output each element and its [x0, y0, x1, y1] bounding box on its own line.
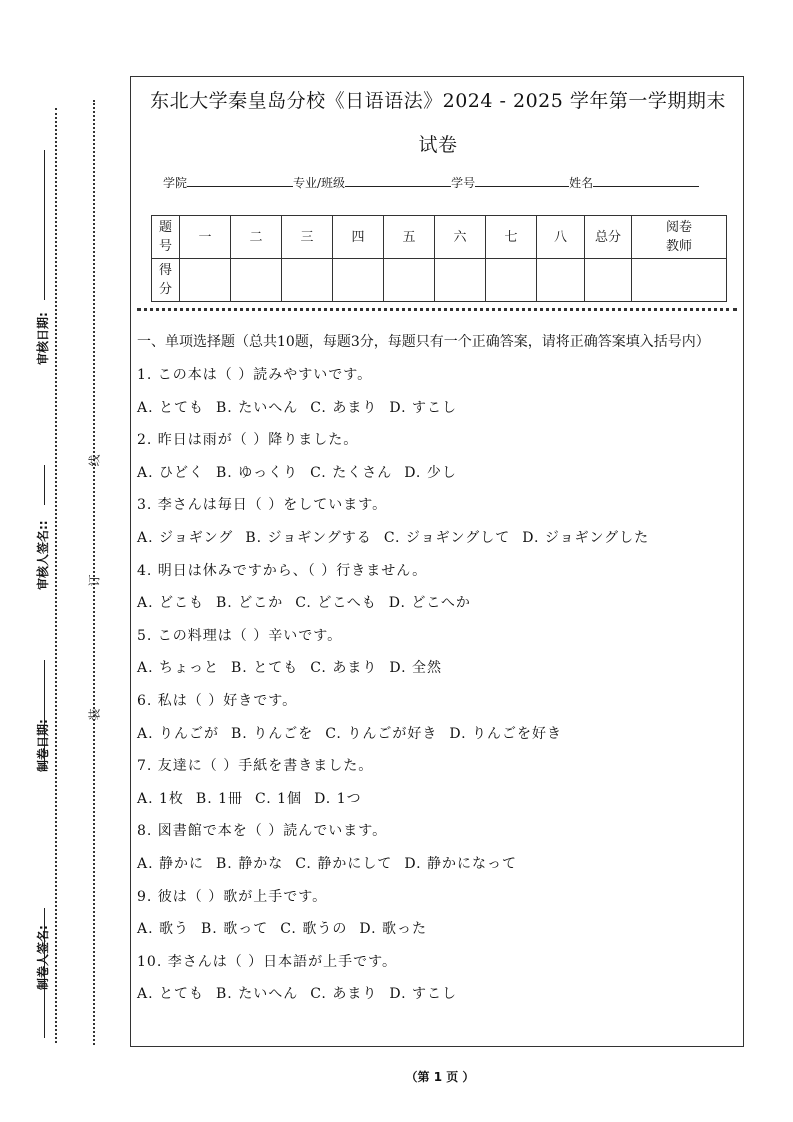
answer-option[interactable]: B. りんごを [231, 725, 314, 742]
bind-char-xian: 线 [87, 454, 102, 467]
question-options [137, 652, 741, 685]
review-date-line [44, 150, 45, 300]
answer-option[interactable]: A. ジョギング [137, 529, 234, 546]
question-options [137, 978, 741, 1011]
answer-option[interactable]: C. あまり [310, 986, 378, 1003]
question-stem: 7. 友達に（ ）手紙を書きました。 [137, 758, 374, 775]
score-cell[interactable] [333, 259, 384, 302]
answer-option[interactable]: C. 歌うの [280, 921, 348, 938]
answer-option[interactable]: D. 全然 [389, 660, 442, 677]
answer-option[interactable]: B. たいへん [216, 986, 299, 1003]
answer-option[interactable]: D. すこし [389, 399, 457, 416]
answer-option[interactable]: D. ジョギングした [522, 529, 650, 546]
question-options [137, 913, 741, 946]
bind-char-zhuang: 装 [87, 708, 102, 721]
answer-option[interactable]: C. ジョギングして [383, 529, 511, 546]
answer-option[interactable]: C. あまり [310, 399, 378, 416]
answer-option[interactable]: C. たくさん [310, 464, 393, 481]
question-stem: 6. 私は（ ）好きです。 [137, 692, 298, 709]
score-header-cell: 六 [435, 216, 486, 259]
answer-option[interactable]: A. 静かに [137, 855, 205, 872]
answer-option[interactable]: A. とても [137, 399, 205, 416]
name-field[interactable] [593, 174, 699, 187]
section1-content [137, 331, 741, 1011]
question-options [137, 457, 741, 490]
answer-option[interactable]: D. 静かになって [404, 855, 517, 872]
question-options [137, 783, 741, 816]
answer-option[interactable]: A. 1枚 [137, 790, 184, 807]
question-list [137, 359, 741, 1011]
question-options [137, 587, 741, 620]
score-header-cell: 七 [486, 216, 537, 259]
exam-frame [130, 76, 744, 1047]
score-header-cell: 阅卷 教师 [632, 216, 727, 259]
reviewer-label: 审核人签名:: [36, 520, 50, 590]
score-table [151, 215, 727, 302]
score-cell[interactable] [632, 259, 727, 302]
major-field[interactable] [345, 174, 451, 187]
score-header-cell: 八 [537, 216, 585, 259]
major-label: 专业/班级 [293, 176, 346, 190]
answer-option[interactable]: D. りんごを好き [449, 725, 562, 742]
answer-option[interactable]: C. りんごが好き [325, 725, 438, 742]
answer-option[interactable]: B. ジョギングする [245, 529, 372, 546]
score-header-cell: 四 [333, 216, 384, 259]
answer-option[interactable]: A. どこも [137, 595, 205, 612]
score-cell[interactable] [231, 259, 282, 302]
answer-option[interactable]: D. どこへか [388, 595, 471, 612]
answer-option[interactable]: C. どこへも [295, 595, 377, 612]
answer-option[interactable]: B. たいへん [216, 399, 299, 416]
binding-dotted-line-inner [93, 100, 95, 1045]
question-stem: 4. 明日は休みですから、（ ）行きません。 [137, 562, 428, 579]
score-table-header-row [152, 216, 727, 259]
answer-option[interactable]: B. どこか [216, 595, 284, 612]
score-cell[interactable] [435, 259, 486, 302]
answer-option[interactable]: C. 静かにして [295, 855, 393, 872]
score-cell[interactable] [282, 259, 333, 302]
date-label: 制卷日期: [36, 719, 50, 772]
answer-option[interactable]: D. 少し [404, 464, 457, 481]
answer-option[interactable]: B. とても [231, 660, 299, 677]
question-options [137, 848, 741, 881]
score-row-label: 得 分 [152, 259, 180, 302]
name-label: 姓名 [569, 176, 594, 190]
question-stem: 1. この本は（ ）読みやすいです。 [137, 367, 373, 383]
bind-char-ding: 订 [87, 574, 102, 587]
page-number: （第 1 页 ） [405, 1070, 475, 1084]
question-stem: 8. 図書館で本を（ ）読んでいます。 [137, 823, 388, 840]
score-cell[interactable] [180, 259, 231, 302]
answer-option[interactable]: B. 1冊 [195, 790, 244, 807]
score-header-cell: 三 [282, 216, 333, 259]
answer-option[interactable]: A. とても [137, 986, 205, 1003]
score-header-cell: 总分 [585, 216, 632, 259]
exam-title [131, 87, 745, 159]
question-options [137, 392, 741, 425]
exam-title-line2: 试卷 [418, 134, 458, 156]
college-label: 学院 [163, 176, 188, 190]
answer-option[interactable]: A. ちょっと [137, 660, 220, 677]
student-id-label: 学号 [451, 176, 476, 190]
answer-option[interactable]: C. あまり [310, 660, 378, 677]
answer-option[interactable]: D. 歌った [359, 921, 427, 938]
exam-title-line1: 东北大学秦皇岛分校《日语语法》2024 - 2025 学年第一学期期末 [150, 90, 726, 112]
question-stem: 5. この料理は（ ）辛いです。 [137, 627, 343, 644]
answer-option[interactable]: B. 静かな [216, 855, 284, 872]
score-cell[interactable] [486, 259, 537, 302]
section1-heading: 一、单项选择题（总共10题，每题3分，每题只有一个正确答案，请将正确答案填入括号内） [137, 334, 710, 350]
answer-option[interactable]: A. ひどく [137, 464, 205, 481]
answer-option[interactable]: D. 1つ [314, 790, 362, 807]
binding-margin [0, 0, 125, 1122]
answer-option[interactable]: A. りんごが [137, 725, 220, 742]
section-separator [137, 308, 737, 311]
answer-option[interactable]: D. すこし [389, 986, 457, 1003]
college-field[interactable] [187, 174, 293, 187]
question-options [137, 522, 741, 555]
reviewer-signature-line [44, 465, 45, 505]
answer-option[interactable]: B. ゆっくり [216, 464, 299, 481]
question-stem: 3. 李さんは毎日（ ）をしています。 [137, 497, 388, 514]
question-options [137, 718, 741, 751]
question-stem: 9. 彼は（ ）歌が上手です。 [137, 888, 328, 905]
score-header-cell: 题 号 [152, 216, 180, 259]
score-cell[interactable] [585, 259, 632, 302]
binding-dotted-line-outer [55, 108, 57, 1043]
answer-option[interactable]: C. 1個 [255, 790, 303, 807]
score-header-cell: 一 [180, 216, 231, 259]
student-id-field[interactable] [475, 174, 569, 187]
score-header-cell: 五 [384, 216, 435, 259]
review-date-label: 审核日期: [36, 312, 50, 365]
score-cell[interactable] [384, 259, 435, 302]
answer-option[interactable]: A. 歌う [137, 921, 190, 938]
question-stem: 10. 李さんは（ ）日本語が上手です。 [137, 953, 398, 970]
answer-option[interactable]: B. 歌って [201, 921, 269, 938]
signer-label: 制卷人签名: [36, 925, 50, 990]
student-info-row [163, 174, 699, 191]
score-table-score-row [152, 259, 727, 302]
score-header-cell: 二 [231, 216, 282, 259]
score-cell[interactable] [537, 259, 585, 302]
question-stem: 2. 昨日は雨が（ ）降りました。 [137, 432, 359, 449]
